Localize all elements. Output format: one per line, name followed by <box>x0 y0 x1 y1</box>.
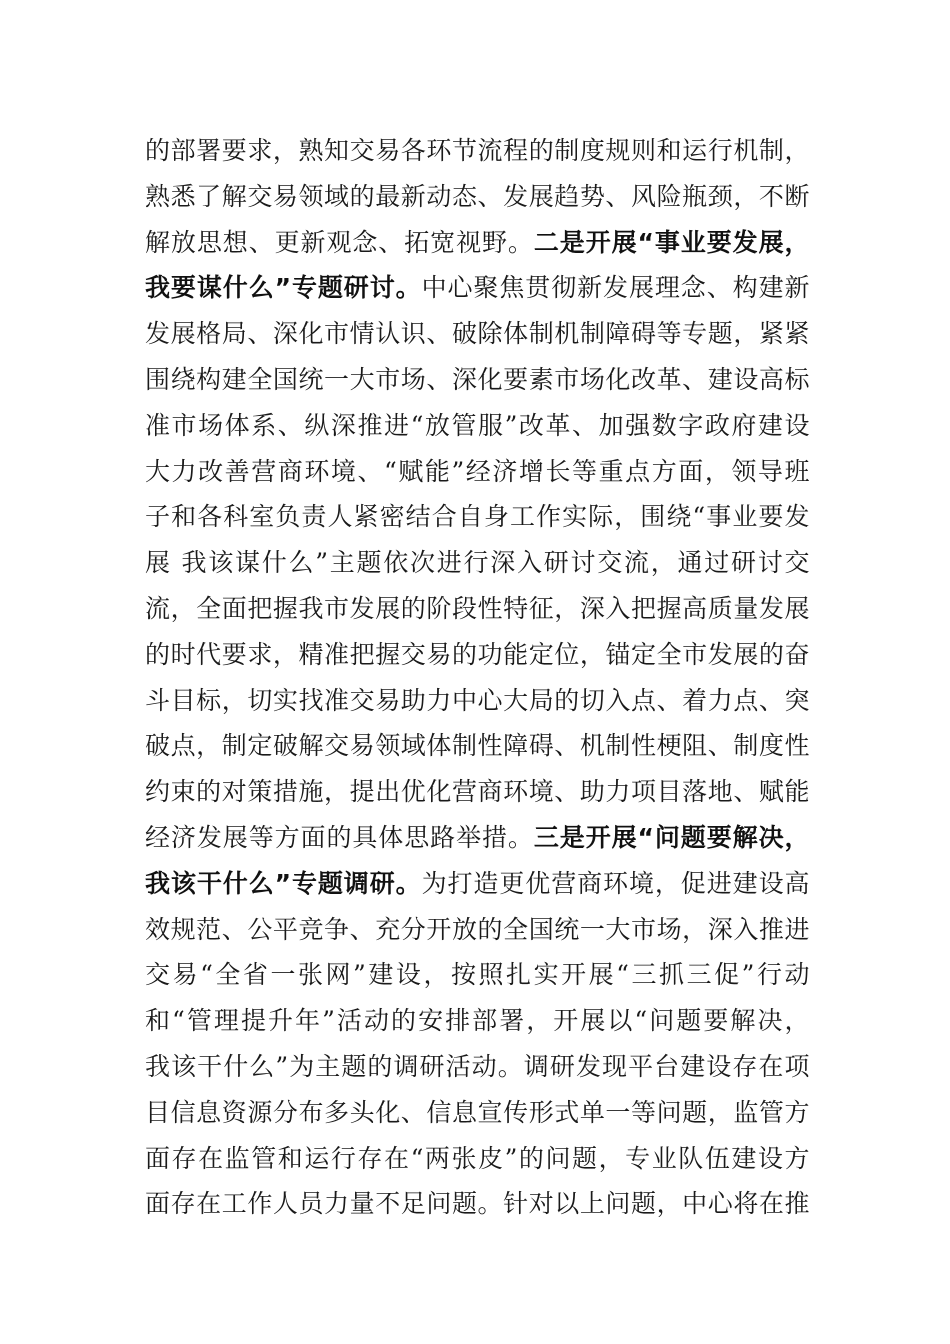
text-line <box>145 494 810 540</box>
text-segment: 准市场体系、纵深推进“放管服”改革、加强数字政府建设 <box>145 410 810 440</box>
text-segment: 面存在监管和运行存在“两张皮”的问题，专业队伍建设方 <box>145 1143 810 1173</box>
text-line <box>145 861 810 907</box>
text-segment: 交易“全省一张网”建设，按照扎实开展“三抓三促”行动 <box>145 960 810 990</box>
text-line <box>145 632 810 678</box>
text-line <box>145 1044 810 1090</box>
bold-heading-segment: 我该干什么”专题调研。 <box>145 868 422 898</box>
text-segment: 围绕构建全国统一大市场、深化要素市场化改革、建设高标 <box>145 364 810 394</box>
text-line <box>145 449 810 495</box>
text-line <box>145 678 810 724</box>
text-segment: 发展格局、深化市情认识、破除体制机制障碍等专题，紧紧 <box>145 319 810 349</box>
text-line <box>145 540 810 586</box>
text-line <box>145 1090 810 1136</box>
text-line <box>145 952 810 998</box>
text-line <box>145 174 810 220</box>
text-segment: 经济发展等方面的具体思路举措。 <box>145 822 534 852</box>
text-segment: 大力改善营商环境、“赋能”经济增长等重点方面，领导班 <box>145 456 810 486</box>
text-segment: 的时代要求，精准把握交易的功能定位，锚定全市发展的奋 <box>145 639 810 669</box>
text-segment: 目信息资源分布多头化、信息宣传形式单一等问题，监管方 <box>145 1097 810 1127</box>
text-line <box>145 265 810 311</box>
text-segment: 面存在工作人员力量不足问题。针对以上问题，中心将在推 <box>145 1189 810 1219</box>
text-segment: 中心聚焦贯彻新发展理念、构建新 <box>421 273 810 303</box>
text-line <box>145 220 810 266</box>
text-segment: 展 我该谋什么”主题依次进行深入研讨交流，通过研讨交 <box>145 548 810 578</box>
text-segment: 解放思想、更新观念、拓宽视野。 <box>145 227 534 257</box>
bold-heading-segment: 我要谋什么”专题研讨。 <box>145 273 422 303</box>
text-line <box>145 1181 810 1227</box>
text-segment: 的部署要求，熟知交易各环节流程的制度规则和运行机制， <box>145 136 810 165</box>
text-segment: 斗目标，切实找准交易助力中心大局的切入点、着力点、突 <box>145 685 810 715</box>
text-line <box>145 311 810 357</box>
text-segment: 效规范、公平竞争、充分开放的全国统一大市场，深入推进 <box>145 914 810 944</box>
text-segment: 流，全面把握我市发展的阶段性特征，深入把握高质量发展 <box>145 593 810 623</box>
text-segment: 子和各科室负责人紧密结合自身工作实际，围绕“事业要发 <box>145 502 810 532</box>
text-line <box>145 998 810 1044</box>
text-segment: 和“管理提升年”活动的安排部署，开展以“问题要解决， <box>145 1006 810 1036</box>
text-line <box>145 128 810 174</box>
text-segment: 为打造更优营商环境，促进建设高 <box>421 868 810 898</box>
text-segment: 熟悉了解交易领域的最新动态、发展趋势、风险瓶颈，不断 <box>145 181 810 211</box>
text-segment: 我该干什么”为主题的调研活动。调研发现平台建设存在项 <box>145 1051 810 1081</box>
text-line <box>145 907 810 953</box>
text-line <box>145 357 810 403</box>
bold-heading-segment: 三是开展“问题要解决， <box>533 822 810 852</box>
text-segment: 破点，制定破解交易领域体制性障碍、机制性梗阻、制度性 <box>145 731 810 761</box>
text-segment: 约束的对策措施，提出优化营商环境、助力项目落地、赋能 <box>145 777 810 807</box>
text-line <box>145 769 810 815</box>
document-body <box>145 128 810 1227</box>
text-line <box>145 723 810 769</box>
text-line <box>145 403 810 449</box>
text-line <box>145 815 810 861</box>
text-line <box>145 1136 810 1182</box>
text-line <box>145 586 810 632</box>
bold-heading-segment: 二是开展“事业要发展， <box>533 227 810 257</box>
